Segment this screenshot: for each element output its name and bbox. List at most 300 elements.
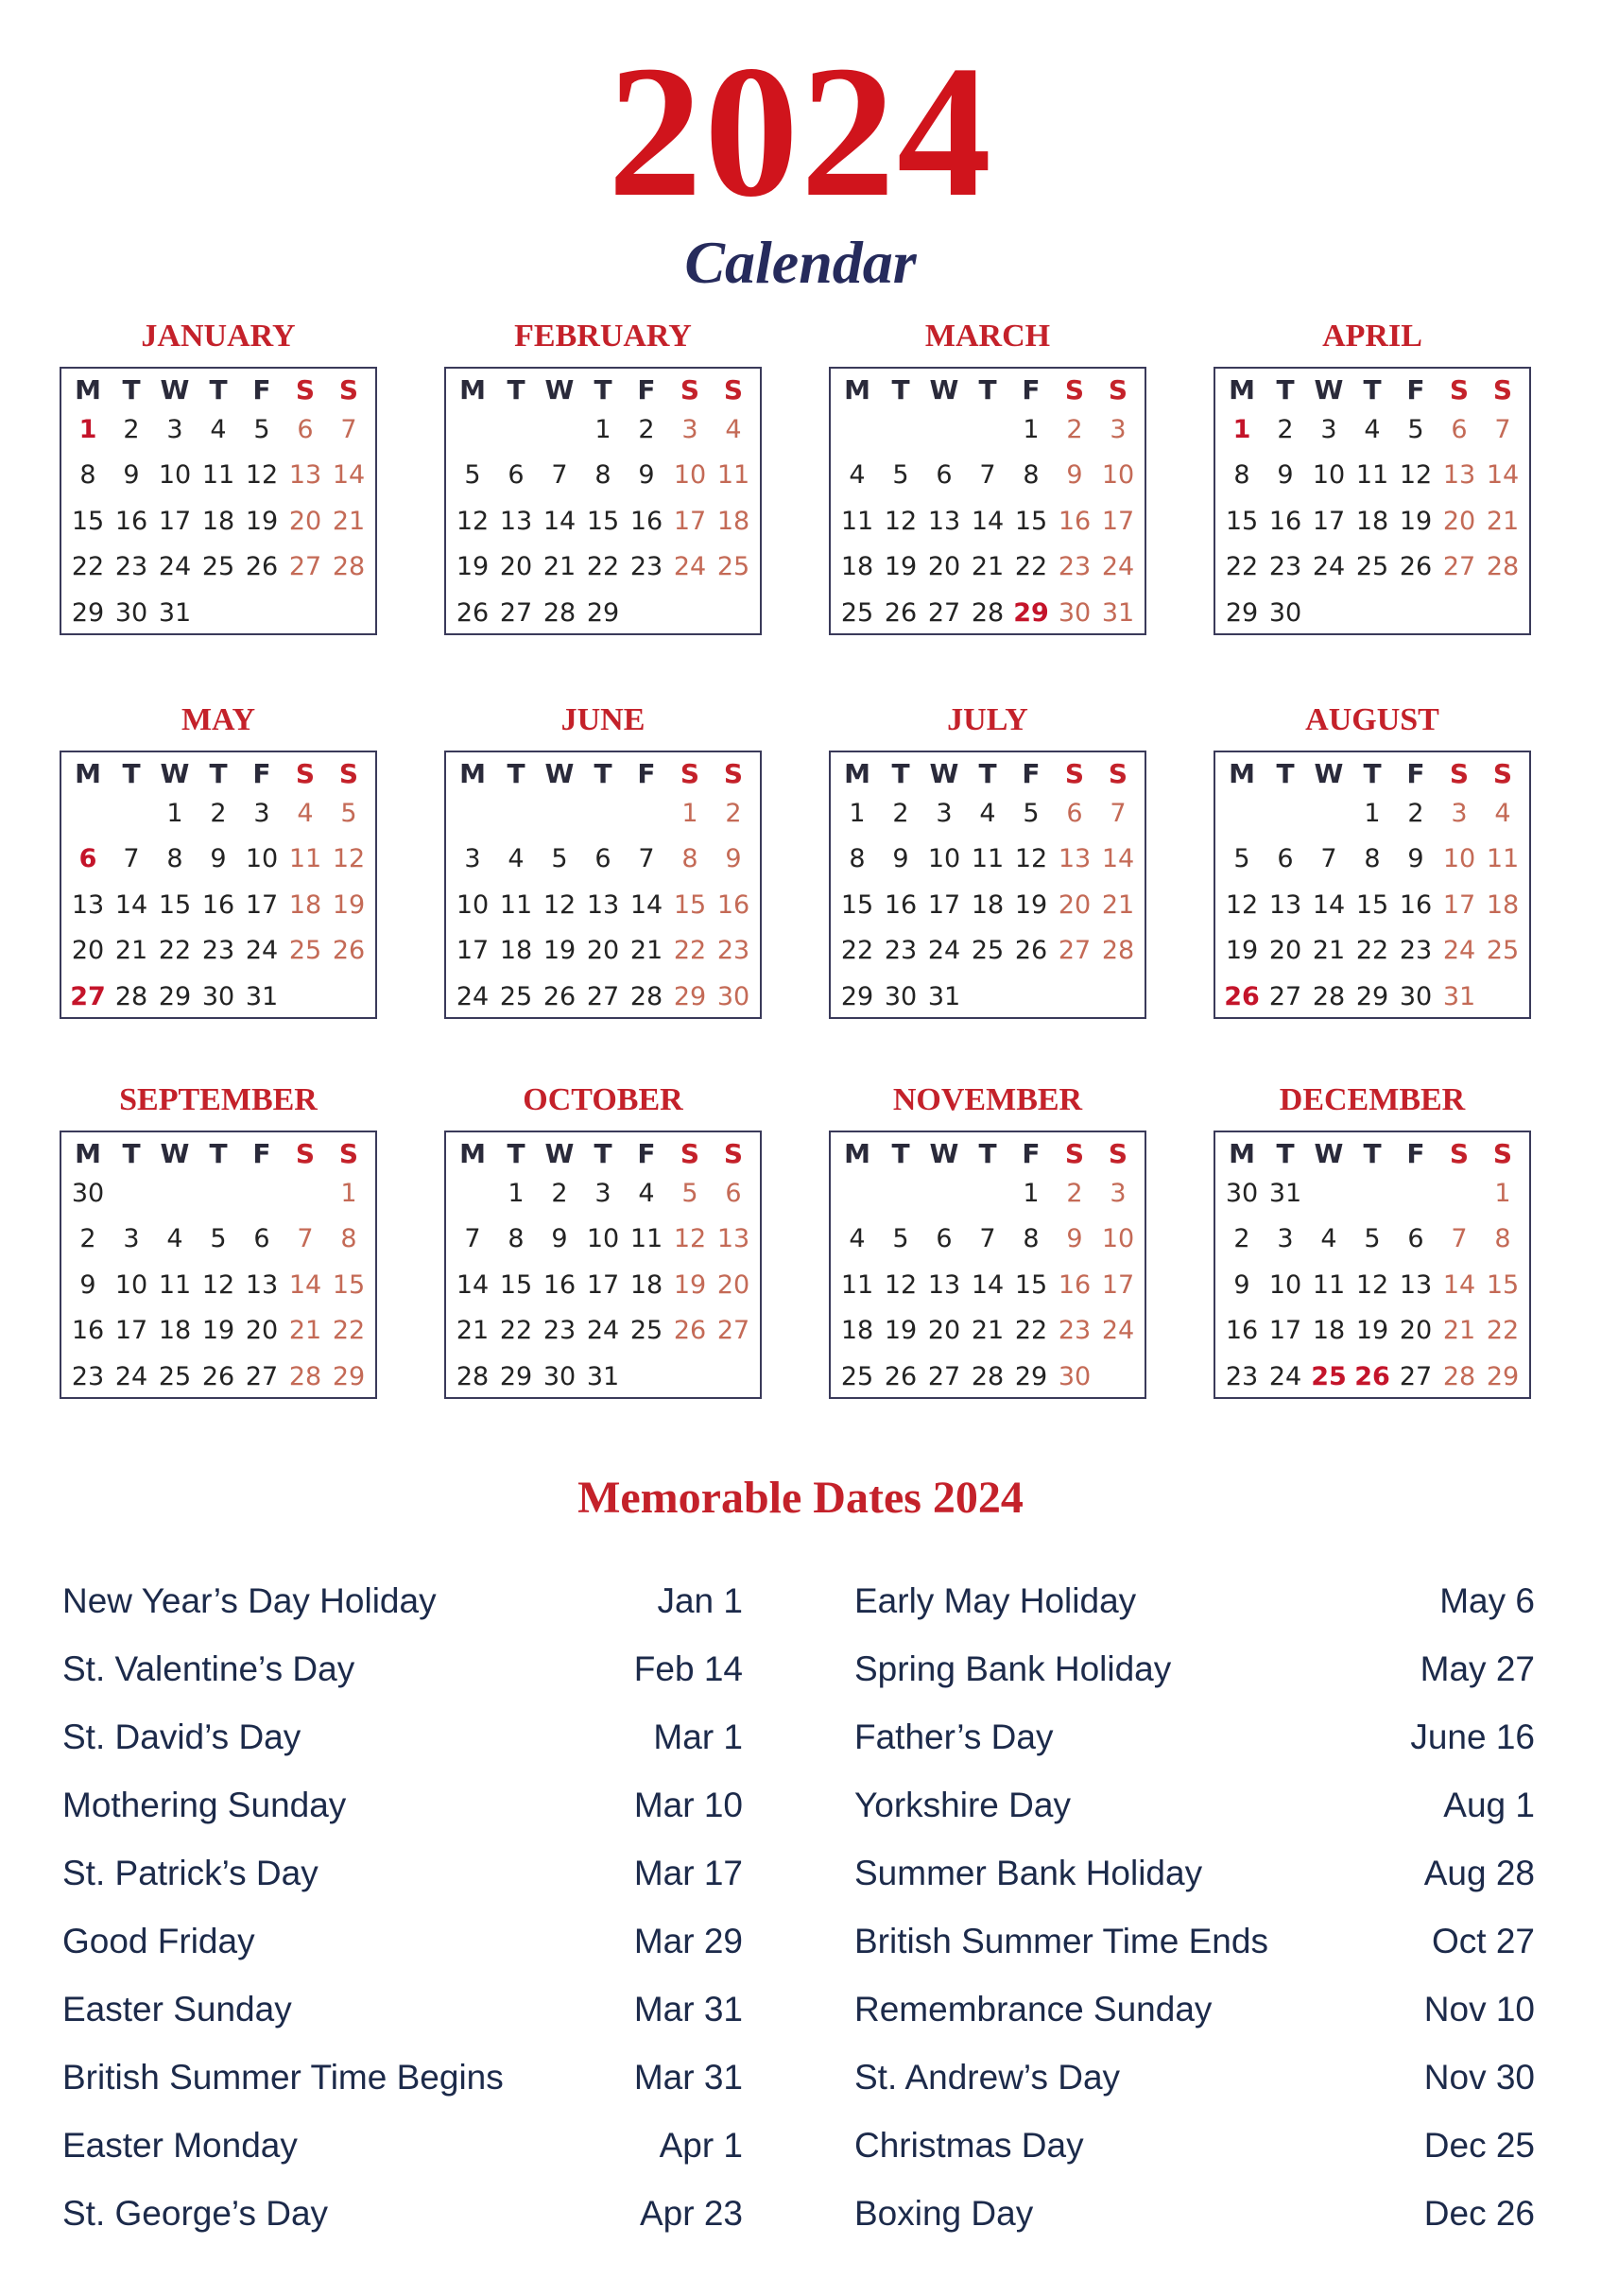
- weekday-header: T: [978, 757, 997, 789]
- day-cell: 3: [1110, 414, 1127, 444]
- day-cell: 28: [1486, 552, 1520, 582]
- day-cell: 14: [332, 460, 366, 491]
- memorable-date-row: [854, 1635, 1535, 1703]
- day-cell: 11: [288, 844, 322, 874]
- day-cell: 26: [1224, 981, 1260, 1011]
- day-cell: 3: [123, 1224, 140, 1254]
- day-cell: 24: [1101, 552, 1135, 582]
- day-cell: 6: [508, 460, 525, 491]
- day-cell: 20: [716, 1269, 750, 1300]
- day-cell: 17: [1101, 1269, 1135, 1300]
- memorable-date-name: Yorkshire Day: [854, 1786, 1071, 1824]
- day-cell: 11: [499, 889, 533, 920]
- day-cell: 19: [456, 552, 490, 582]
- memorable-date-row: [62, 2044, 743, 2112]
- month-name: MARCH: [924, 319, 1051, 354]
- weekday-header: S: [295, 757, 316, 789]
- day-cell: 18: [201, 506, 235, 536]
- day-cell: 18: [288, 889, 322, 920]
- month-name: JULY: [947, 702, 1028, 737]
- weekday-header: F: [1022, 373, 1041, 406]
- day-cell: 25: [971, 936, 1005, 966]
- weekday-header: S: [295, 373, 316, 406]
- day-cell: 16: [201, 889, 235, 920]
- memorable-date-name: Remembrance Sunday: [854, 1990, 1213, 2028]
- day-cell: 3: [166, 414, 183, 444]
- day-cell: 1: [1494, 1178, 1511, 1208]
- day-cell: 22: [1355, 936, 1389, 966]
- month-table: [1214, 1131, 1531, 1399]
- memorable-date-name: Boxing Day: [854, 2194, 1034, 2233]
- day-cell: 7: [340, 414, 357, 444]
- memorable-date-row: [62, 1771, 743, 1839]
- day-cell: 6: [1407, 1224, 1424, 1254]
- day-cell: 9: [551, 1224, 568, 1254]
- day-cell: 22: [840, 936, 874, 966]
- day-cell: 7: [979, 1224, 996, 1254]
- weekday-header: T: [1363, 1137, 1382, 1169]
- weekday-header: F: [252, 1137, 271, 1169]
- day-cell: 19: [1355, 1316, 1389, 1346]
- weekday-header: S: [1064, 1137, 1085, 1169]
- day-cell: 17: [1268, 1316, 1302, 1346]
- weekday-header: T: [209, 757, 228, 789]
- week-row: [835, 453, 1140, 499]
- day-cell: 16: [114, 506, 148, 536]
- weekday-header: F: [252, 373, 271, 406]
- day-cell: 22: [158, 936, 192, 966]
- day-cell: 5: [210, 1224, 227, 1254]
- day-cell: 14: [114, 889, 148, 920]
- day-cell: 28: [971, 597, 1005, 628]
- day-cell: 5: [892, 460, 909, 491]
- day-cell: 28: [114, 981, 148, 1011]
- day-cell: 29: [586, 597, 620, 628]
- day-cell: 3: [936, 798, 953, 828]
- day-cell: 22: [1014, 1316, 1048, 1346]
- day-cell: 26: [332, 936, 366, 966]
- memorable-date-name: St. David’s Day: [62, 1718, 301, 1756]
- day-cell: 12: [884, 1269, 918, 1300]
- weekday-header: S: [1492, 373, 1513, 406]
- memorable-date-row: [62, 1976, 743, 2044]
- weekday-header-row: [835, 372, 1140, 406]
- weekday-header-row: [1220, 1136, 1524, 1170]
- week-row: [451, 974, 755, 1020]
- month-table: [444, 367, 762, 635]
- day-cell: 19: [542, 936, 577, 966]
- weekday-header-row: [1220, 756, 1524, 790]
- day-cell: 28: [288, 1361, 322, 1391]
- day-cell: 13: [499, 506, 533, 536]
- weekday-header-row: [66, 756, 370, 790]
- day-cell: 2: [1277, 414, 1294, 444]
- weekday-header: W: [544, 757, 575, 789]
- day-cell: 2: [638, 414, 655, 444]
- day-cell: 11: [158, 1269, 192, 1300]
- day-cell: 13: [927, 506, 961, 536]
- day-cell: 9: [725, 844, 742, 874]
- day-cell: 26: [1399, 552, 1433, 582]
- day-cell: 21: [456, 1316, 490, 1346]
- day-cell: 29: [1013, 597, 1049, 628]
- week-row: [1220, 790, 1524, 837]
- week-row: [66, 1308, 370, 1355]
- day-cell: 21: [1442, 1316, 1476, 1346]
- day-cell: 10: [673, 460, 707, 491]
- weekday-header: F: [637, 757, 656, 789]
- day-cell: 18: [499, 936, 533, 966]
- day-cell: 3: [594, 1178, 611, 1208]
- memorable-date-name: Early May Holiday: [854, 1581, 1137, 1620]
- day-cell: 18: [840, 552, 874, 582]
- memorable-date-row: [62, 1635, 743, 1703]
- weekday-header: S: [1492, 1137, 1513, 1169]
- day-cell: 14: [288, 1269, 322, 1300]
- day-cell: 17: [586, 1269, 620, 1300]
- day-cell: 4: [849, 1224, 866, 1254]
- day-cell: 27: [499, 597, 533, 628]
- day-cell: 4: [1320, 1224, 1337, 1254]
- memorable-date-name: Father’s Day: [854, 1718, 1054, 1756]
- day-cell: 15: [499, 1269, 533, 1300]
- weekday-header: W: [929, 1137, 959, 1169]
- day-cell: 27: [1399, 1361, 1433, 1391]
- day-cell: 6: [1066, 798, 1083, 828]
- month-may: [60, 699, 377, 1019]
- day-cell: 11: [629, 1224, 663, 1254]
- day-cell: 6: [78, 844, 97, 874]
- day-cell: 1: [1023, 414, 1040, 444]
- day-cell: 17: [1101, 506, 1135, 536]
- weekday-header: T: [209, 373, 228, 406]
- week-row: [835, 590, 1140, 636]
- memorable-date-name: British Summer Time Ends: [854, 1922, 1268, 1960]
- weekday-header: F: [1406, 373, 1425, 406]
- day-cell: 23: [1225, 1361, 1259, 1391]
- day-cell: 21: [1101, 889, 1135, 920]
- month-table: [829, 1131, 1146, 1399]
- month-october: [444, 1079, 762, 1399]
- day-cell: 7: [551, 460, 568, 491]
- memorable-date-value: Mar 31: [633, 2058, 743, 2097]
- memorable-date-name: Mothering Sunday: [62, 1786, 347, 1824]
- day-cell: 29: [1486, 1361, 1520, 1391]
- day-cell: 20: [1268, 936, 1302, 966]
- week-row: [835, 544, 1140, 591]
- day-cell: 19: [332, 889, 366, 920]
- week-row: [1220, 1308, 1524, 1355]
- week-row: [451, 498, 755, 544]
- weekday-header: M: [459, 757, 486, 789]
- weekday-header: S: [723, 373, 744, 406]
- day-cell: 28: [1312, 981, 1346, 1011]
- day-cell: 8: [681, 844, 698, 874]
- day-cell: 15: [332, 1269, 366, 1300]
- day-cell: 24: [586, 1316, 620, 1346]
- memorable-date-value: Jan 1: [657, 1581, 743, 1620]
- day-cell: 1: [508, 1178, 525, 1208]
- day-cell: 31: [927, 981, 961, 1011]
- day-cell: 19: [673, 1269, 707, 1300]
- day-cell: 13: [1058, 844, 1092, 874]
- month-august: [1214, 699, 1531, 1019]
- weekday-header: T: [1363, 757, 1382, 789]
- day-cell: 20: [1442, 506, 1476, 536]
- day-cell: 31: [245, 981, 279, 1011]
- memorable-dates-title: Memorable Dates 2024: [577, 1473, 1024, 1523]
- day-cell: 18: [158, 1316, 192, 1346]
- week-row: [1220, 882, 1524, 928]
- day-cell: 6: [1277, 844, 1294, 874]
- weekday-header: T: [978, 373, 997, 406]
- day-cell: 26: [1014, 936, 1048, 966]
- day-cell: 17: [1312, 506, 1346, 536]
- day-cell: 10: [114, 1269, 148, 1300]
- day-cell: 3: [1110, 1178, 1127, 1208]
- day-cell: 7: [1320, 844, 1337, 874]
- day-cell: 24: [927, 936, 961, 966]
- day-cell: 18: [971, 889, 1005, 920]
- day-cell: 19: [1225, 936, 1259, 966]
- day-cell: 31: [158, 597, 192, 628]
- day-cell: 22: [71, 552, 105, 582]
- day-cell: 24: [1101, 1316, 1135, 1346]
- weekday-header: W: [1314, 757, 1344, 789]
- weekday-header: T: [1276, 373, 1295, 406]
- month-table: [444, 1131, 762, 1399]
- day-cell: 25: [840, 597, 874, 628]
- day-cell: 29: [332, 1361, 366, 1391]
- month-name: OCTOBER: [523, 1082, 683, 1117]
- day-cell: 21: [1486, 506, 1520, 536]
- weekday-header: T: [594, 757, 612, 789]
- day-cell: 5: [892, 1224, 909, 1254]
- memorable-date-name: Easter Sunday: [62, 1990, 292, 2028]
- day-cell: 17: [927, 889, 961, 920]
- day-cell: 5: [1407, 414, 1424, 444]
- day-cell: 10: [158, 460, 192, 491]
- day-cell: 7: [1110, 798, 1127, 828]
- weekday-header: T: [122, 757, 141, 789]
- day-cell: 1: [849, 798, 866, 828]
- weekday-header: F: [1022, 757, 1041, 789]
- day-cell: 30: [1058, 597, 1092, 628]
- day-cell: 20: [1058, 889, 1092, 920]
- month-table: [60, 367, 377, 635]
- month-table: [1214, 751, 1531, 1019]
- day-cell: 24: [245, 936, 279, 966]
- day-cell: 8: [1494, 1224, 1511, 1254]
- week-row: [66, 498, 370, 544]
- week-row: [66, 1170, 370, 1217]
- weekday-header: S: [295, 1137, 316, 1169]
- weekday-header: T: [891, 373, 910, 406]
- week-row: [1220, 837, 1524, 883]
- weekday-header: S: [680, 373, 700, 406]
- day-cell: 8: [1023, 460, 1040, 491]
- day-cell: 21: [629, 936, 663, 966]
- memorable-date-row: [62, 1908, 743, 1976]
- day-cell: 1: [166, 798, 183, 828]
- day-cell: 1: [1232, 414, 1251, 444]
- week-row: [66, 453, 370, 499]
- memorable-dates-right-column: [854, 1567, 1535, 2248]
- weekday-header: W: [929, 373, 959, 406]
- month-march: [829, 316, 1146, 635]
- day-cell: 23: [1058, 552, 1092, 582]
- week-row: [835, 1217, 1140, 1263]
- day-cell: 27: [288, 552, 322, 582]
- month-name: JUNE: [560, 702, 646, 737]
- month-table: [60, 1131, 377, 1399]
- day-cell: 29: [840, 981, 874, 1011]
- memorable-date-name: Christmas Day: [854, 2126, 1084, 2165]
- day-cell: 1: [681, 798, 698, 828]
- day-cell: 20: [499, 552, 533, 582]
- day-cell: 7: [297, 1224, 314, 1254]
- weekday-header: W: [1314, 373, 1344, 406]
- memorable-date-row: [854, 2044, 1535, 2112]
- day-cell: 30: [542, 1361, 577, 1391]
- day-cell: 16: [629, 506, 663, 536]
- day-cell: 9: [79, 1269, 96, 1300]
- day-cell: 4: [849, 460, 866, 491]
- day-cell: 8: [594, 460, 611, 491]
- day-cell: 27: [927, 597, 961, 628]
- week-row: [835, 837, 1140, 883]
- day-cell: 4: [166, 1224, 183, 1254]
- week-row: [451, 790, 755, 837]
- day-cell: 11: [1355, 460, 1389, 491]
- day-cell: 29: [1355, 981, 1389, 1011]
- weekday-header-row: [66, 372, 370, 406]
- day-cell: 21: [114, 936, 148, 966]
- day-cell: 2: [1407, 798, 1424, 828]
- day-cell: 18: [716, 506, 750, 536]
- day-cell: 18: [1355, 506, 1389, 536]
- memorable-date-row: [854, 1567, 1535, 1635]
- weekday-header: M: [459, 1137, 486, 1169]
- week-row: [1220, 406, 1524, 453]
- week-row: [1220, 1170, 1524, 1217]
- day-cell: 10: [456, 889, 490, 920]
- day-cell: 31: [1442, 981, 1476, 1011]
- day-cell: 26: [201, 1361, 235, 1391]
- day-cell: 13: [586, 889, 620, 920]
- day-cell: 16: [1058, 1269, 1092, 1300]
- weekday-header: S: [1449, 1137, 1470, 1169]
- day-cell: 8: [1364, 844, 1381, 874]
- weekday-header: M: [1229, 757, 1255, 789]
- weekday-header: T: [209, 1137, 228, 1169]
- day-cell: 11: [1486, 844, 1520, 874]
- memorable-date-value: June 16: [1410, 1718, 1535, 1756]
- weekday-header: M: [844, 757, 870, 789]
- day-cell: 15: [1355, 889, 1389, 920]
- day-cell: 29: [158, 981, 192, 1011]
- memorable-date-value: Mar 10: [633, 1786, 743, 1824]
- day-cell: 25: [840, 1361, 874, 1391]
- day-cell: 15: [1014, 1269, 1048, 1300]
- day-cell: 11: [971, 844, 1005, 874]
- week-row: [835, 1308, 1140, 1355]
- month-july: [829, 699, 1146, 1019]
- memorable-date-value: Mar 31: [633, 1990, 743, 2028]
- weekday-header: S: [338, 373, 359, 406]
- weekday-header: T: [122, 1137, 141, 1169]
- day-cell: 17: [456, 936, 490, 966]
- day-cell: 23: [716, 936, 750, 966]
- day-cell: 22: [673, 936, 707, 966]
- day-cell: 16: [1225, 1316, 1259, 1346]
- day-cell: 2: [79, 1224, 96, 1254]
- day-cell: 20: [927, 552, 961, 582]
- memorable-date-value: Mar 1: [653, 1718, 743, 1756]
- day-cell: 13: [288, 460, 322, 491]
- day-cell: 28: [971, 1361, 1005, 1391]
- weekday-header: T: [1363, 373, 1382, 406]
- day-cell: 8: [1233, 460, 1250, 491]
- day-cell: 19: [884, 552, 918, 582]
- day-cell: 22: [1486, 1316, 1520, 1346]
- weekday-header: W: [929, 757, 959, 789]
- weekday-header: T: [507, 757, 525, 789]
- day-cell: 5: [253, 414, 270, 444]
- day-cell: 4: [1494, 798, 1511, 828]
- memorable-date-name: Good Friday: [62, 1922, 255, 1960]
- month-name: DECEMBER: [1279, 1082, 1466, 1117]
- week-row: [835, 1262, 1140, 1308]
- day-cell: 9: [1277, 460, 1294, 491]
- day-cell: 5: [681, 1178, 698, 1208]
- week-row: [1220, 544, 1524, 591]
- day-cell: 26: [456, 597, 490, 628]
- day-cell: 8: [79, 460, 96, 491]
- day-cell: 28: [456, 1361, 490, 1391]
- day-cell: 14: [1312, 889, 1346, 920]
- month-january: [60, 316, 377, 635]
- weekday-header: S: [1064, 757, 1085, 789]
- day-cell: 22: [1225, 552, 1259, 582]
- day-cell: 21: [1312, 936, 1346, 966]
- day-cell: 12: [1355, 1269, 1389, 1300]
- day-cell: 24: [673, 552, 707, 582]
- day-cell: 30: [884, 981, 918, 1011]
- day-cell: 4: [979, 798, 996, 828]
- memorable-date-value: Dec 25: [1423, 2126, 1535, 2165]
- weekday-header: W: [160, 757, 190, 789]
- day-cell: 15: [1486, 1269, 1520, 1300]
- day-cell: 6: [594, 844, 611, 874]
- day-cell: 10: [1312, 460, 1346, 491]
- day-cell: 27: [245, 1361, 279, 1391]
- day-cell: 25: [158, 1361, 192, 1391]
- day-cell: 29: [499, 1361, 533, 1391]
- day-cell: 26: [542, 981, 577, 1011]
- day-cell: 15: [840, 889, 874, 920]
- memorable-date-row: [62, 2112, 743, 2180]
- day-cell: 11: [716, 460, 750, 491]
- day-cell: 26: [245, 552, 279, 582]
- day-cell: 24: [1442, 936, 1476, 966]
- day-cell: 16: [71, 1316, 105, 1346]
- day-cell: 18: [629, 1269, 663, 1300]
- weekday-header: T: [1276, 757, 1295, 789]
- weekday-header: S: [1108, 373, 1128, 406]
- day-cell: 7: [638, 844, 655, 874]
- weekday-header: W: [544, 1137, 575, 1169]
